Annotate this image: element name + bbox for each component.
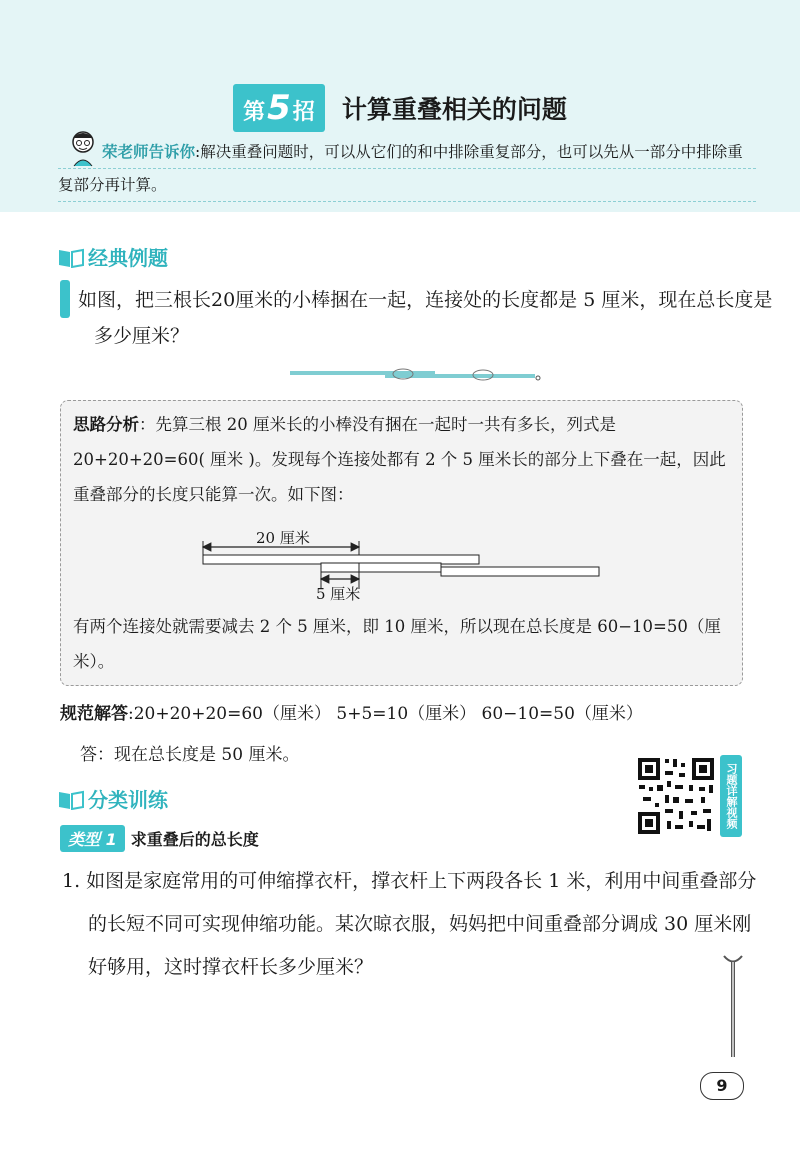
- example-answer: 答：现在总长度是 50 厘米。: [80, 745, 300, 765]
- type-badge: 类型 1: [60, 825, 125, 852]
- teacher-tip: [58, 136, 758, 202]
- qr-caption: 习题详解视频: [720, 755, 742, 837]
- book-icon: [58, 248, 84, 268]
- section-heading-training: 分类训练: [58, 784, 168, 813]
- page-number: 9: [700, 1072, 744, 1100]
- clothes-pole-figure: [718, 953, 748, 1058]
- example-question: 例 如图，把三根长20厘米的小棒捆在一起，连接处的长度都是 5 厘米，现在总长度是多少厘米？: [60, 280, 784, 354]
- standard-solution: 规范解答:20+20+20=60（厘米） 5+5=10（厘米） 60−10=50（厘米）: [60, 704, 643, 724]
- overlap-diagram: [191, 541, 611, 601]
- analysis-paragraph-2: 有两个连接处就需要减去 2 个 5 厘米，即 10 厘米，所以现在总长度是 60−10=50（厘米）。: [73, 617, 721, 671]
- book-icon: [58, 790, 84, 810]
- section-heading-example: 经典例题: [58, 242, 168, 271]
- tip-text: :解决重叠问题时，可以从它们的和中排除重复部分，也可以先从一部分中排除重复部分再计算。: [58, 143, 743, 194]
- qr-code-icon[interactable]: [635, 755, 717, 837]
- diagram-label-20cm: 20 厘米: [256, 529, 310, 547]
- question-1: 1. 如图是家庭常用的可伸缩撑衣杆，撑衣杆上下两段各长 1 米，利用中间重叠部分的长短不同可实现伸缩功能。某次晾衣服，妈妈把中间重叠部分调成 30 厘米刚好够用，这时撑衣杆长多少厘米？: [62, 870, 757, 978]
- type-title: 求重叠后的总长度: [130, 830, 259, 849]
- sticks-bundle-figure: [285, 366, 545, 386]
- analysis-box: [60, 400, 743, 686]
- chapter-badge: 第5招: [233, 84, 325, 132]
- chapter-title-row: [0, 84, 800, 132]
- diagram-label-5cm: 5 厘米: [316, 585, 361, 603]
- tip-underline-1: [58, 168, 756, 169]
- tip-underline-2: [58, 201, 756, 202]
- chapter-title: 计算重叠相关的问题: [341, 95, 567, 124]
- example-badge: 例: [60, 280, 70, 318]
- type-heading: [60, 825, 259, 852]
- analysis-paragraph-1: 思路分析：先算三根 20 厘米长的小棒没有捆在一起时一共有多长，列式是 20+20+20=60( 厘米 )。发现每个连接处都有 2 个 5 厘米长的部分上下叠在一起，因此重叠部分的长度只能算一次。如下图：: [73, 415, 726, 504]
- tip-speaker: 荣老师告诉你: [102, 143, 196, 161]
